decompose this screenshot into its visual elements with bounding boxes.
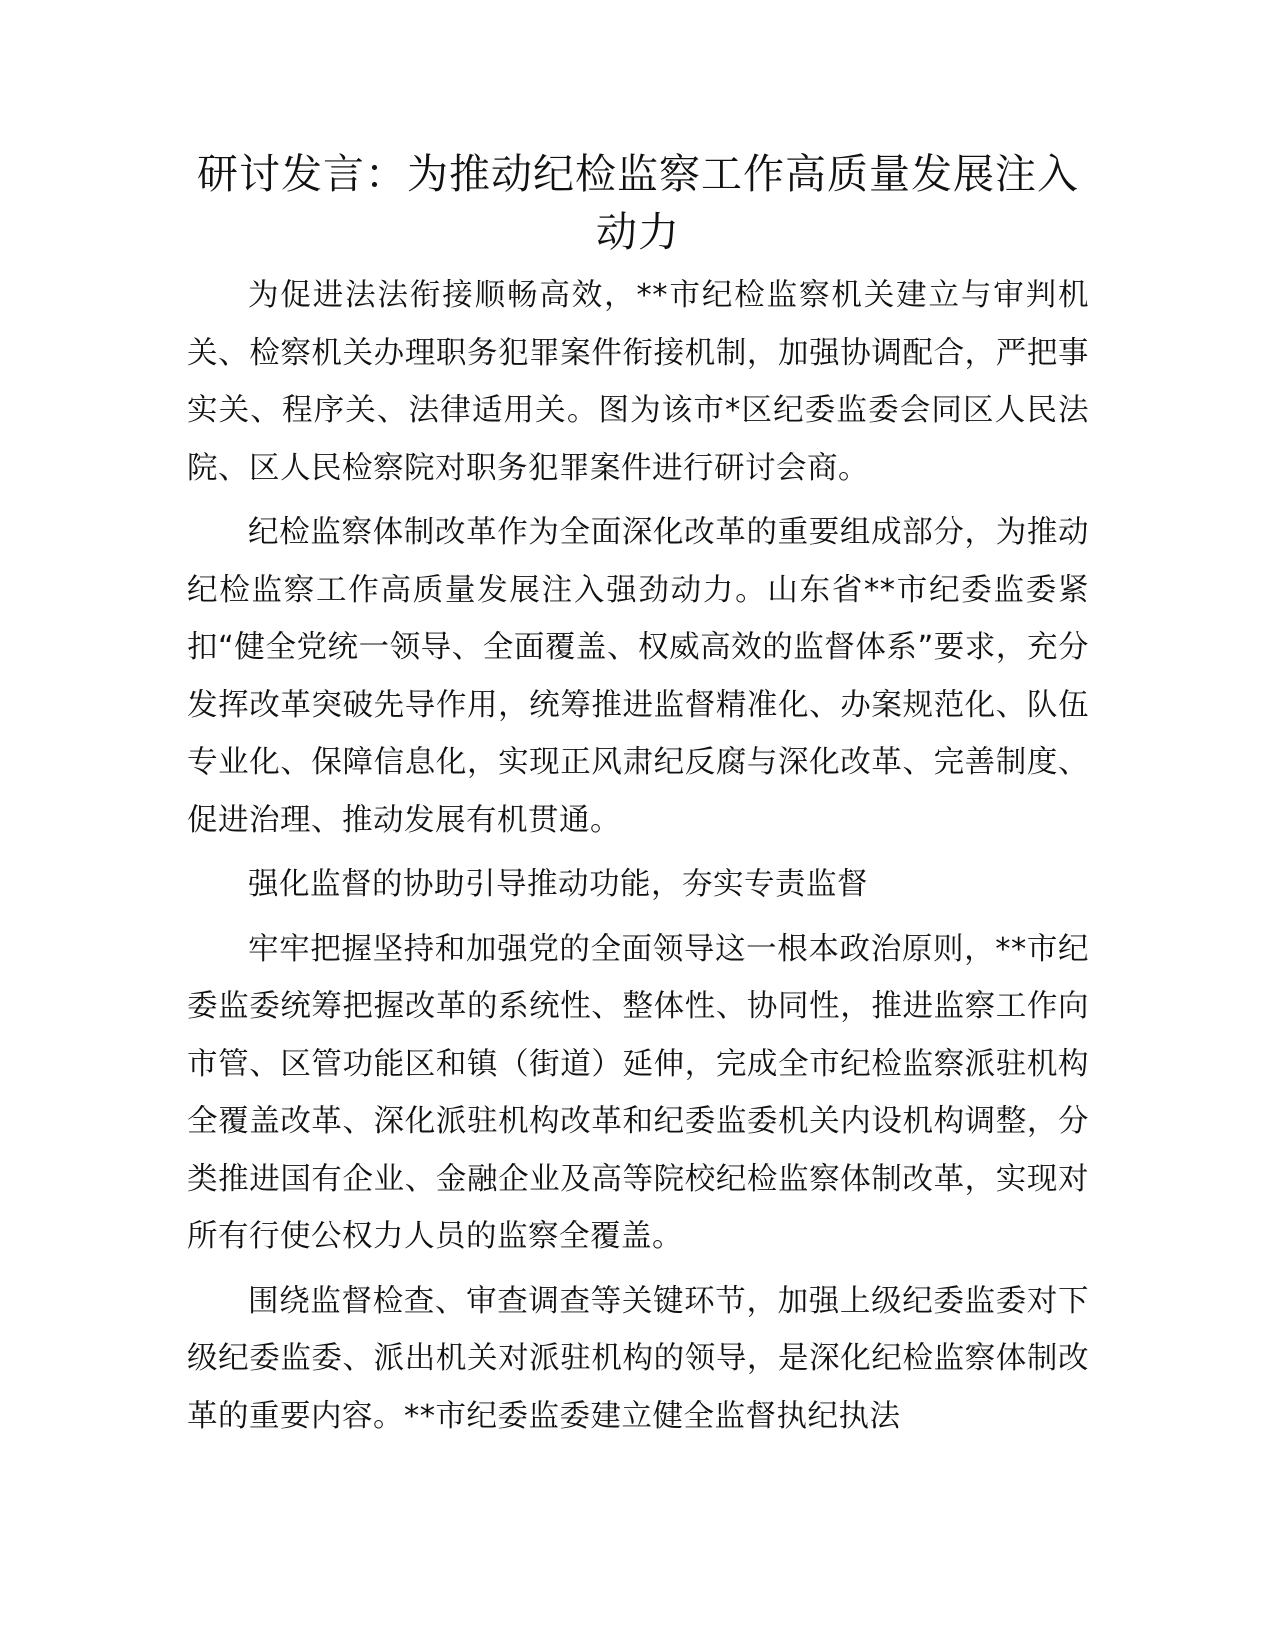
paragraph-leadership: 牢牢把握坚持和加强党的全面领导这一根本政治原则，**市纪委监委统筹把握改革的系统性、整体性、协同性，推进监察工作向市管、区管功能区和镇（街道）延伸，完成全市纪检监察派驻机构全覆盖改革、深化派驻机构改革和纪委监委机关内设机构调整，分类推进国有企业、金融企业及高等院校纪检监察体制改革，实现对所有行使公权力人员的监察全覆盖。 xyxy=(187,931,1089,1254)
document-title: 研讨发言：为推动纪检监察工作高质量发展注入动力 xyxy=(197,150,1079,256)
section-heading-supervision: 强化监督的协助引导推动功能，夯实专责监督 xyxy=(248,867,868,902)
paragraph-key-links: 围绕监督检查、审查调查等关键环节，加强上级纪委监委对下级纪委监委、派出机关对派驻机构的领导，是深化纪检监察体制改革的重要内容。**市纪委监委建立健全监督执纪执法 xyxy=(187,1283,1089,1434)
document-body xyxy=(187,145,1089,1452)
paragraph-intro: 为促进法法衔接顺畅高效，**市纪检监察机关建立与审判机关、检察机关办理职务犯罪案件衔接机制，加强协调配合，严把事实关、程序关、法律适用关。图为该市*区纪委监委会同区人民法院、区人民检察院对职务犯罪案件进行研讨会商。 xyxy=(187,278,1089,486)
paragraph-reform-overview: 纪检监察体制改革作为全面深化改革的重要组成部分，为推动纪检监察工作高质量发展注入强劲动力。山东省**市纪委监委紧扣“健全党统一领导、全面覆盖、权威高效的监督体系”要求，充分发挥改革突破先导作用，统筹推进监督精准化、办案规范化、队伍专业化、保障信息化，实现正风肃纪反腐与深化改革、完善制度、促进治理、推动发展有机贯通。 xyxy=(187,515,1089,838)
